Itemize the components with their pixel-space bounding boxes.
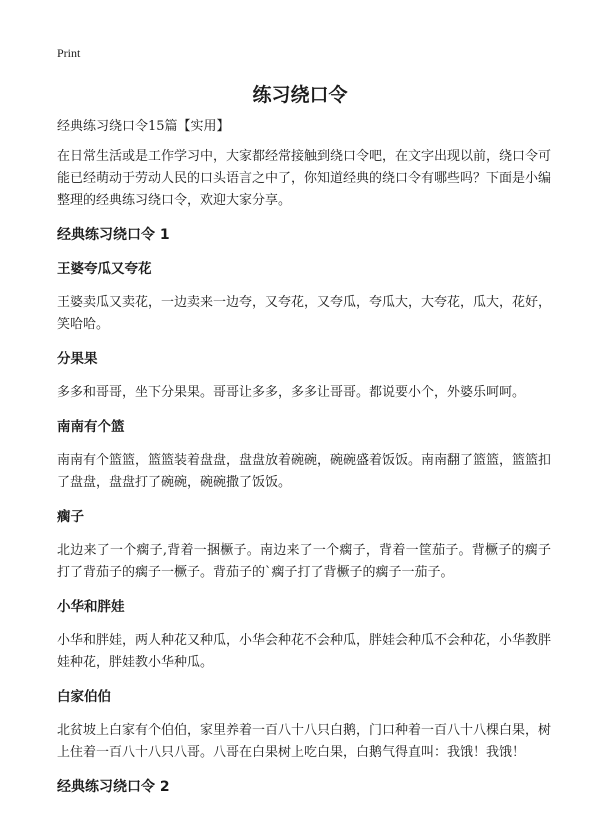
document-subtitle: 经典练习绕口令15篇【实用】: [57, 119, 230, 134]
item-text-quezi: 北边来了一个瘸子,背着一捆橛子。南边来了一个瘸子，背着一筐茄子。背橛子的瘸子打了背茄子的瘸子一橛子。背茄子的`瘸子打了背橛子的瘸子一茄子。: [57, 543, 551, 580]
item-text-xiaohua: 小华和胖娃，两人种花又种瓜，小华会种花不会种瓜，胖娃会种瓜不会种花，小华教胖娃种花，胖娃教小华种瓜。: [57, 633, 552, 670]
item-heading-fenguoguo: 分果果: [57, 351, 98, 367]
item-heading-nannan: 南南有个篮: [57, 419, 125, 435]
section-heading-2: 经典练习绕口令 2: [57, 779, 170, 795]
item-text-baijia: 北贫坡上白家有个伯伯，家里养着一百八十八只白鹅，门口种着一百八十八棵白果，树上住着一百八十八只八哥。八哥在白果树上吃白果，白鹅气得直叫：我饿！我饿！: [57, 723, 552, 760]
item-text-wangpo: 王婆卖瓜又卖花，一边卖来一边夸，又夸花，又夸瓜，夸瓜大，大夸花，瓜大，花好，笑哈哈。: [57, 295, 552, 332]
section-heading-1: 经典练习绕口令 1: [57, 227, 170, 243]
item-text-fenguoguo: 多多和哥哥，坐下分果果。哥哥让多多，多多让哥哥。都说要小个，外婆乐呵呵。: [57, 385, 526, 400]
print-label[interactable]: Print: [57, 46, 81, 60]
item-text-nannan: 南南有个篮篮，篮篮装着盘盘，盘盘放着碗碗，碗碗盛着饭饭。南南翻了篮篮，篮篮扣了盘盘，盘盘打了碗碗，碗碗撒了饭饭。: [57, 453, 552, 490]
item-heading-wangpo: 王婆夸瓜又夸花: [57, 261, 152, 277]
page-title: 练习绕口令: [252, 84, 348, 106]
item-heading-baijia: 白家伯伯: [57, 689, 111, 705]
item-heading-quezi: 瘸子: [57, 509, 84, 525]
item-heading-xiaohua: 小华和胖娃: [57, 599, 125, 615]
intro-paragraph: 在日常生活或是工作学习中，大家都经常接触到绕口令吧，在文字出现以前，绕口令可能已经萌动于劳动人民的口头语言之中了，你知道经典的绕口令有哪些吗？下面是小编整理的经典练习绕口令，欢迎大家分享。: [57, 149, 552, 208]
document-body: [57, 116, 551, 810]
